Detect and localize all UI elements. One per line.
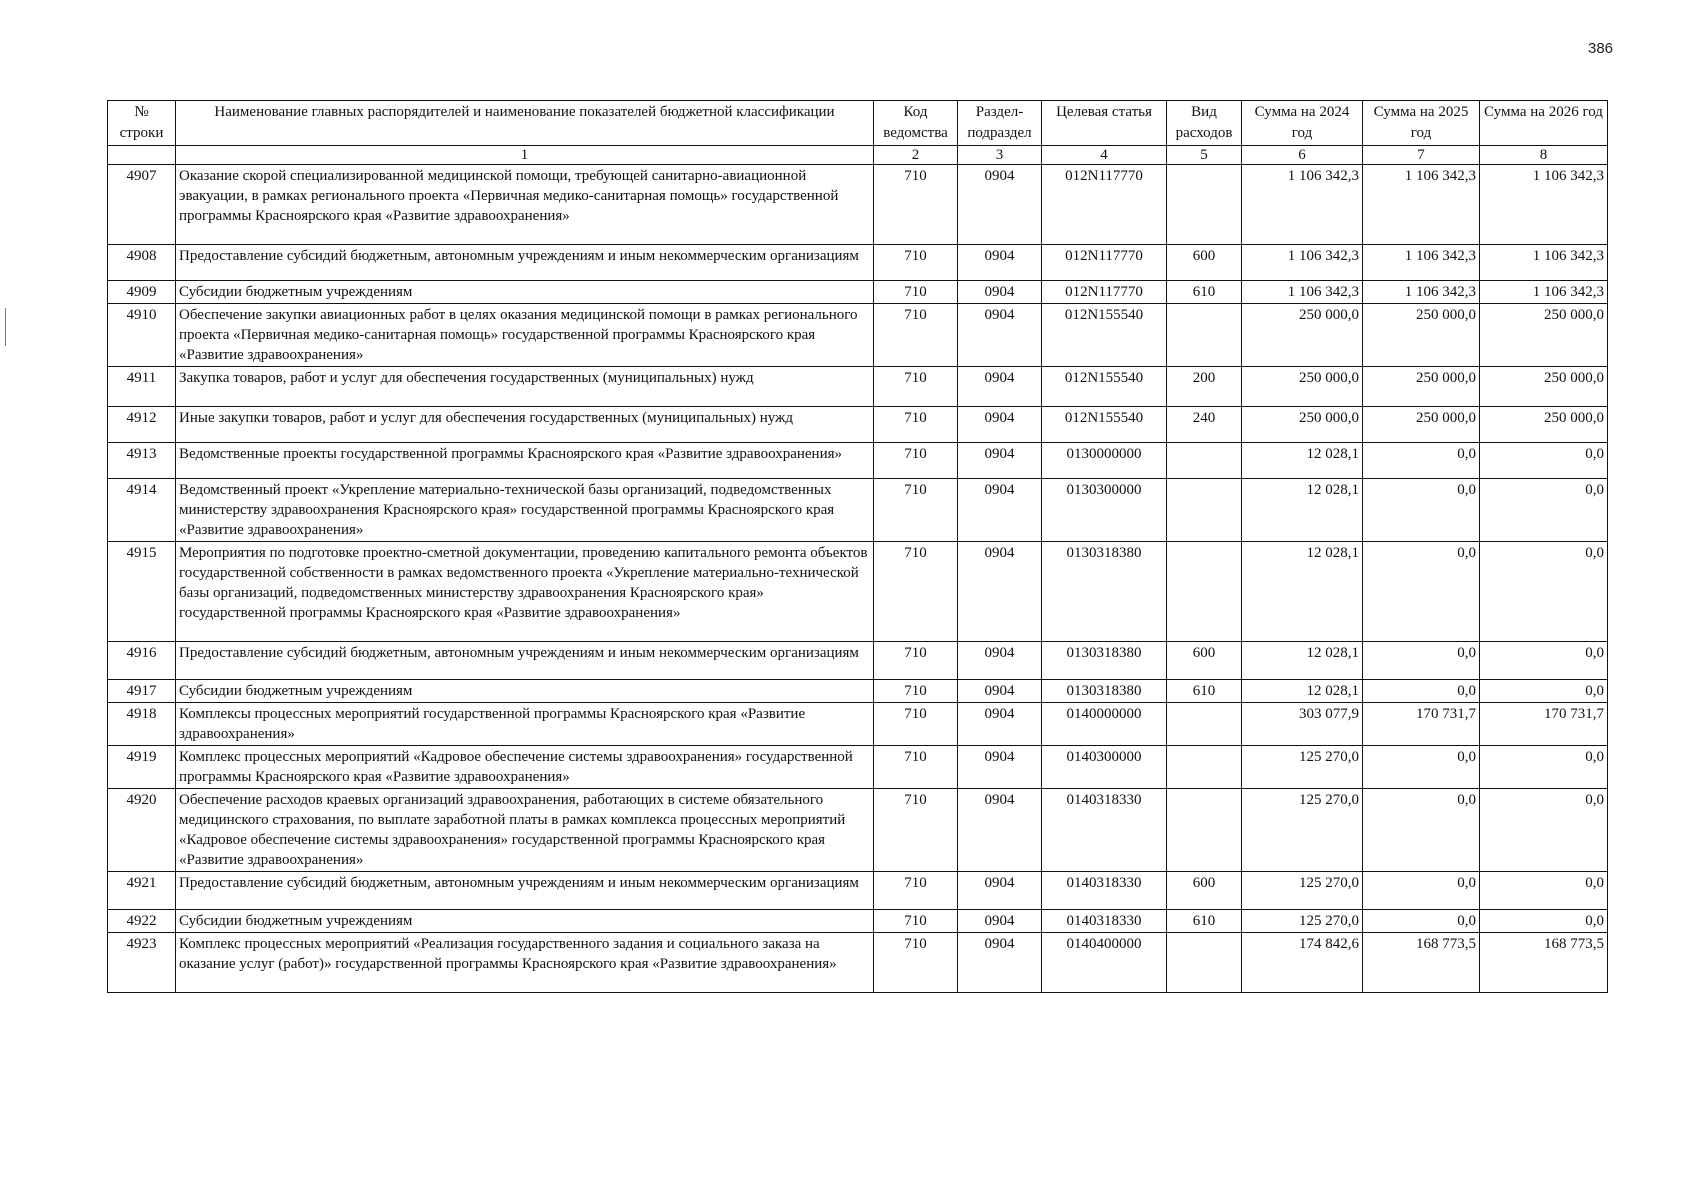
- row-sum-2025: 0,0: [1363, 542, 1480, 642]
- row-section: 0904: [958, 910, 1042, 933]
- row-sum-2025: 170 731,7: [1363, 703, 1480, 746]
- row-name: Комплекс процессных мероприятий «Кадровое обеспечение системы здравоохранения» государственной программы Красноярского края «Развитие здравоохранения»: [176, 746, 874, 789]
- row-name: Обеспечение закупки авиационных работ в целях оказания медицинской помощи в рамках регионального проекта «Первичная медико-санитарная помощь» государственной программы Красноярского края «Развитие здравоохранения»: [176, 304, 874, 367]
- row-target-article: 0130000000: [1042, 443, 1167, 479]
- row-sum-2025: 0,0: [1363, 479, 1480, 542]
- row-expense-type: 600: [1167, 245, 1242, 281]
- table-row: [108, 789, 1608, 872]
- table-row: [108, 281, 1608, 304]
- column-number: 8: [1480, 146, 1608, 165]
- row-number: 4913: [108, 443, 176, 479]
- row-expense-type: [1167, 542, 1242, 642]
- row-sum-2024: 12 028,1: [1242, 443, 1363, 479]
- row-sum-2025: 250 000,0: [1363, 304, 1480, 367]
- row-target-article: 0140000000: [1042, 703, 1167, 746]
- row-sum-2026: 0,0: [1480, 680, 1608, 703]
- row-number: 4910: [108, 304, 176, 367]
- row-expense-type: 610: [1167, 680, 1242, 703]
- row-sum-2026: 0,0: [1480, 443, 1608, 479]
- row-dept-code: 710: [874, 479, 958, 542]
- row-expense-type: 240: [1167, 407, 1242, 443]
- row-number: 4923: [108, 933, 176, 993]
- table-row: [108, 479, 1608, 542]
- row-name: Обеспечение расходов краевых организаций здравоохранения, работающих в системе обязательного медицинского страхования, по выплате заработной платы в рамках комплекса процессных мероприятий «Кадровое обеспечение системы здравоохранения» государственной программы Красноярского края «Развитие здравоохранения»: [176, 789, 874, 872]
- row-name: Субсидии бюджетным учреждениям: [176, 680, 874, 703]
- row-number: 4922: [108, 910, 176, 933]
- row-expense-type: [1167, 443, 1242, 479]
- row-expense-type: [1167, 703, 1242, 746]
- row-sum-2026: 0,0: [1480, 789, 1608, 872]
- row-number: 4921: [108, 872, 176, 910]
- row-target-article: 0130318380: [1042, 542, 1167, 642]
- row-sum-2025: 1 106 342,3: [1363, 245, 1480, 281]
- header-sum-2025: Сумма на 2025 год: [1363, 101, 1480, 146]
- row-sum-2026: 1 106 342,3: [1480, 165, 1608, 245]
- row-section: 0904: [958, 245, 1042, 281]
- row-dept-code: 710: [874, 281, 958, 304]
- row-number: 4920: [108, 789, 176, 872]
- row-dept-code: 710: [874, 407, 958, 443]
- table-row: [108, 367, 1608, 407]
- row-dept-code: 710: [874, 542, 958, 642]
- row-sum-2024: 12 028,1: [1242, 542, 1363, 642]
- row-number: 4908: [108, 245, 176, 281]
- row-target-article: 0130318380: [1042, 680, 1167, 703]
- row-number: 4917: [108, 680, 176, 703]
- row-expense-type: 200: [1167, 367, 1242, 407]
- row-section: 0904: [958, 933, 1042, 993]
- row-expense-type: 600: [1167, 642, 1242, 680]
- row-name: Субсидии бюджетным учреждениям: [176, 910, 874, 933]
- row-name: Субсидии бюджетным учреждениям: [176, 281, 874, 304]
- column-number: 3: [958, 146, 1042, 165]
- row-target-article: 0140318330: [1042, 789, 1167, 872]
- row-number: 4911: [108, 367, 176, 407]
- row-sum-2026: 170 731,7: [1480, 703, 1608, 746]
- row-sum-2024: 1 106 342,3: [1242, 245, 1363, 281]
- table-body: [108, 165, 1608, 993]
- row-sum-2024: 303 077,9: [1242, 703, 1363, 746]
- row-name: Иные закупки товаров, работ и услуг для обеспечения государственных (муниципальных) нужд: [176, 407, 874, 443]
- row-target-article: 012N155540: [1042, 367, 1167, 407]
- row-dept-code: 710: [874, 746, 958, 789]
- row-name: Закупка товаров, работ и услуг для обеспечения государственных (муниципальных) нужд: [176, 367, 874, 407]
- row-section: 0904: [958, 367, 1042, 407]
- table-row: [108, 933, 1608, 993]
- row-target-article: 0130318380: [1042, 642, 1167, 680]
- row-sum-2025: 0,0: [1363, 746, 1480, 789]
- row-target-article: 012N117770: [1042, 281, 1167, 304]
- row-sum-2024: 125 270,0: [1242, 910, 1363, 933]
- row-expense-type: [1167, 789, 1242, 872]
- row-target-article: 0140400000: [1042, 933, 1167, 993]
- row-sum-2024: 12 028,1: [1242, 680, 1363, 703]
- row-name: Предоставление субсидий бюджетным, автономным учреждениям и иным некоммерческим организациям: [176, 245, 874, 281]
- row-sum-2024: 1 106 342,3: [1242, 165, 1363, 245]
- row-expense-type: 610: [1167, 910, 1242, 933]
- row-sum-2025: 0,0: [1363, 872, 1480, 910]
- row-section: 0904: [958, 872, 1042, 910]
- table-row: [108, 407, 1608, 443]
- table-row: [108, 542, 1608, 642]
- row-sum-2025: 0,0: [1363, 789, 1480, 872]
- row-dept-code: 710: [874, 304, 958, 367]
- row-name: Оказание скорой специализированной медицинской помощи, требующей санитарно-авиационной эвакуации, в рамках регионального проекта «Первичная медико-санитарная помощь» государственной программы Красноярского края «Развитие здравоохранения»: [176, 165, 874, 245]
- row-sum-2025: 1 106 342,3: [1363, 165, 1480, 245]
- row-sum-2024: 174 842,6: [1242, 933, 1363, 993]
- row-number: 4916: [108, 642, 176, 680]
- header-row-no: № строки: [108, 101, 176, 146]
- row-target-article: 0140300000: [1042, 746, 1167, 789]
- row-dept-code: 710: [874, 367, 958, 407]
- row-name: Комплекс процессных мероприятий «Реализация государственного задания и социального заказа на оказание услуг (работ)» государственной программы Красноярского края «Развитие здравоохранения»: [176, 933, 874, 993]
- row-expense-type: [1167, 746, 1242, 789]
- table-row: [108, 165, 1608, 245]
- row-section: 0904: [958, 479, 1042, 542]
- row-sum-2025: 250 000,0: [1363, 367, 1480, 407]
- column-number-blank: [108, 146, 176, 165]
- row-dept-code: 710: [874, 933, 958, 993]
- row-sum-2025: 0,0: [1363, 642, 1480, 680]
- row-target-article: 012N155540: [1042, 304, 1167, 367]
- column-number: 7: [1363, 146, 1480, 165]
- row-expense-type: [1167, 304, 1242, 367]
- row-name: Мероприятия по подготовке проектно-сметной документации, проведению капитального ремонта объектов государственной собственности в рамках ведомственного проекта «Укрепление материально-технической базы организаций, подведомственных министерству здравоохранения Красноярского края» государственной программы Красноярского края «Развитие здравоохранения»: [176, 542, 874, 642]
- row-name: Предоставление субсидий бюджетным, автономным учреждениям и иным некоммерческим организациям: [176, 872, 874, 910]
- row-expense-type: [1167, 933, 1242, 993]
- row-section: 0904: [958, 443, 1042, 479]
- page-number: 386: [1588, 40, 1614, 57]
- row-sum-2024: 125 270,0: [1242, 789, 1363, 872]
- row-section: 0904: [958, 746, 1042, 789]
- row-section: 0904: [958, 304, 1042, 367]
- row-sum-2024: 125 270,0: [1242, 746, 1363, 789]
- row-target-article: 012N117770: [1042, 245, 1167, 281]
- row-dept-code: 710: [874, 680, 958, 703]
- row-sum-2026: 0,0: [1480, 542, 1608, 642]
- row-dept-code: 710: [874, 910, 958, 933]
- budget-table: [107, 100, 1608, 993]
- row-expense-type: 600: [1167, 872, 1242, 910]
- row-sum-2026: 168 773,5: [1480, 933, 1608, 993]
- row-dept-code: 710: [874, 789, 958, 872]
- row-sum-2024: 250 000,0: [1242, 367, 1363, 407]
- header-sum-2024: Сумма на 2024 год: [1242, 101, 1363, 146]
- row-number: 4914: [108, 479, 176, 542]
- row-sum-2025: 0,0: [1363, 443, 1480, 479]
- row-section: 0904: [958, 407, 1042, 443]
- row-target-article: 0140318330: [1042, 872, 1167, 910]
- row-section: 0904: [958, 789, 1042, 872]
- row-sum-2026: 1 106 342,3: [1480, 281, 1608, 304]
- row-sum-2026: 0,0: [1480, 479, 1608, 542]
- row-sum-2026: 250 000,0: [1480, 304, 1608, 367]
- header-expense-type: Вид расходов: [1167, 101, 1242, 146]
- row-section: 0904: [958, 281, 1042, 304]
- table-row: [108, 245, 1608, 281]
- row-dept-code: 710: [874, 872, 958, 910]
- table-row: [108, 746, 1608, 789]
- column-number: 4: [1042, 146, 1167, 165]
- row-sum-2024: 125 270,0: [1242, 872, 1363, 910]
- row-sum-2025: 250 000,0: [1363, 407, 1480, 443]
- header-dept-code: Код ведомства: [874, 101, 958, 146]
- table-row: [108, 304, 1608, 367]
- row-dept-code: 710: [874, 165, 958, 245]
- row-target-article: 012N155540: [1042, 407, 1167, 443]
- row-sum-2024: 12 028,1: [1242, 642, 1363, 680]
- row-sum-2025: 168 773,5: [1363, 933, 1480, 993]
- row-expense-type: [1167, 165, 1242, 245]
- column-number: 1: [176, 146, 874, 165]
- row-target-article: 012N117770: [1042, 165, 1167, 245]
- row-number: 4907: [108, 165, 176, 245]
- row-sum-2026: 1 106 342,3: [1480, 245, 1608, 281]
- row-number: 4918: [108, 703, 176, 746]
- column-number: 2: [874, 146, 958, 165]
- row-sum-2026: 0,0: [1480, 872, 1608, 910]
- row-sum-2026: 250 000,0: [1480, 407, 1608, 443]
- table-row: [108, 680, 1608, 703]
- header-sum-2026: Сумма на 2026 год: [1480, 101, 1608, 146]
- row-expense-type: 610: [1167, 281, 1242, 304]
- row-section: 0904: [958, 542, 1042, 642]
- row-name: Комплексы процессных мероприятий государственной программы Красноярского края «Развитие здравоохранения»: [176, 703, 874, 746]
- header-name: Наименование главных распорядителей и наименование показателей бюджетной классификации: [176, 101, 874, 146]
- table-row: [108, 910, 1608, 933]
- scan-margin-mark: [5, 308, 6, 346]
- row-number: 4919: [108, 746, 176, 789]
- row-name: Предоставление субсидий бюджетным, автономным учреждениям и иным некоммерческим организациям: [176, 642, 874, 680]
- row-section: 0904: [958, 165, 1042, 245]
- row-target-article: 0140318330: [1042, 910, 1167, 933]
- row-expense-type: [1167, 479, 1242, 542]
- column-number: 5: [1167, 146, 1242, 165]
- column-number: 6: [1242, 146, 1363, 165]
- row-sum-2025: 0,0: [1363, 680, 1480, 703]
- column-number-row: [108, 146, 1608, 165]
- row-number: 4909: [108, 281, 176, 304]
- row-sum-2026: 250 000,0: [1480, 367, 1608, 407]
- row-sum-2026: 0,0: [1480, 642, 1608, 680]
- row-number: 4915: [108, 542, 176, 642]
- row-name: Ведомственные проекты государственной программы Красноярского края «Развитие здравоохранения»: [176, 443, 874, 479]
- row-sum-2024: 12 028,1: [1242, 479, 1363, 542]
- row-dept-code: 710: [874, 245, 958, 281]
- table-row: [108, 443, 1608, 479]
- row-section: 0904: [958, 642, 1042, 680]
- table-row: [108, 703, 1608, 746]
- table-row: [108, 872, 1608, 910]
- row-dept-code: 710: [874, 443, 958, 479]
- header-section: Раздел-подраздел: [958, 101, 1042, 146]
- table-row: [108, 642, 1608, 680]
- row-section: 0904: [958, 703, 1042, 746]
- row-sum-2024: 250 000,0: [1242, 407, 1363, 443]
- header-row: [108, 101, 1608, 146]
- row-sum-2025: 1 106 342,3: [1363, 281, 1480, 304]
- row-sum-2026: 0,0: [1480, 746, 1608, 789]
- row-sum-2025: 0,0: [1363, 910, 1480, 933]
- row-section: 0904: [958, 680, 1042, 703]
- row-name: Ведомственный проект «Укрепление материально-технической базы организаций, подведомственных министерству здравоохранения Красноярского края» государственной программы Красноярского края «Развитие здравоохранения»: [176, 479, 874, 542]
- row-sum-2024: 250 000,0: [1242, 304, 1363, 367]
- row-dept-code: 710: [874, 642, 958, 680]
- row-number: 4912: [108, 407, 176, 443]
- row-target-article: 0130300000: [1042, 479, 1167, 542]
- row-sum-2024: 1 106 342,3: [1242, 281, 1363, 304]
- row-dept-code: 710: [874, 703, 958, 746]
- row-sum-2026: 0,0: [1480, 910, 1608, 933]
- header-target-article: Целевая статья: [1042, 101, 1167, 146]
